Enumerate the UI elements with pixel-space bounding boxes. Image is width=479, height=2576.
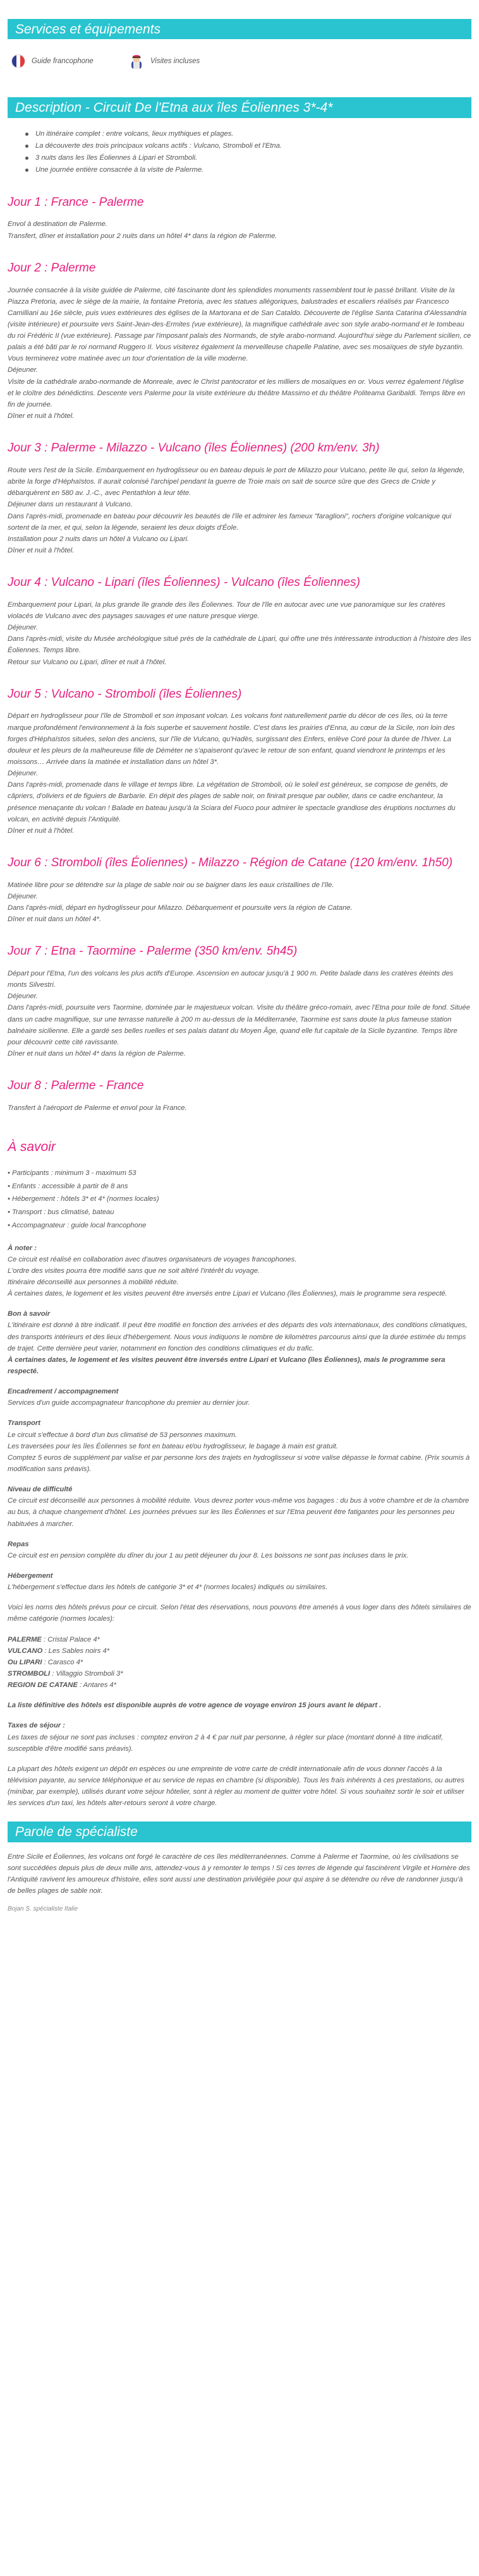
- hotels-list: [8, 1634, 471, 1691]
- hotel-city: Ou LIPARI: [8, 1658, 42, 1666]
- note-title: À noter :: [8, 1244, 37, 1252]
- hotel-name: : Les Sables noirs 4*: [44, 1647, 110, 1655]
- hotel-city: VULCANO: [8, 1647, 43, 1655]
- taxes-text: Les taxes de séjour ne sont pas incluses : comptez environ 2 à 4 € par nuit par personne, à régler sur place (montant donné à titre indicatif, susceptible d'être modifié sans préavis).: [8, 1733, 444, 1753]
- service-label: Visites incluses: [150, 57, 200, 65]
- savoir-title: À savoir: [8, 1140, 56, 1155]
- day-text: Transfert à l'aéroport de Palerme et envol pour la France.: [8, 1104, 187, 1112]
- description-banner: Description - Circuit De l'Etna aux îles Éoliennes 3*-4*: [8, 97, 471, 117]
- highlights-list: [33, 128, 471, 176]
- bon-a-savoir-title: Bon à savoir: [8, 1310, 51, 1318]
- encadrement-title: Encadrement / accompagnement: [8, 1388, 119, 1396]
- difficulte-text: Ce circuit est déconseillé aux personnes à mobilité réduite. Vous devrez porter vous-même vos bagages : du bus à votre chambre et de la chambre au bus, à chaque changement d'hôtel. Les journées prévues sur les îles Éoliennes et sur l'Etna peuvent être fatigantes pour les personnes peu habituées à marcher.: [8, 1497, 470, 1528]
- transport-text: Le circuit s'effectue à bord d'un bus climatisé de 53 personnes maximum. Les traversées pour les îles Éoliennes se font en bateau et/ou hydroglisseur, le bagage à main est gratuit. Comptez 5 euros de supplément par valise et par personne lors des trajets en hydroglisseur si votre valise dépasse le format cabine. (Prix soumis à modification sans préavis).: [8, 1431, 470, 1474]
- difficulte-title: Niveau de difficulté: [8, 1486, 73, 1494]
- hotel-name: : Villaggio Stromboli 3*: [52, 1670, 123, 1678]
- transport-title: Transport: [8, 1419, 41, 1428]
- service-visites-incluses: [129, 53, 200, 69]
- list-item: Un itinéraire complet : entre volcans, lieux mythiques et plages.: [33, 128, 471, 140]
- note-text: Ce circuit est réalisé en collaboration avec d'autres organisateurs de voyages francophones. L'ordre des visites pourra être modifié sans que ne soit altéré l'intérêt du voyage. Itinéraire déconseillé aux personnes à mobilité réduite. À certaines dates, le logement et les visites peuvent être inversés entre Lipari et Vulcano (îles Éoliennes), mais le programme sera respecté.: [8, 1255, 447, 1298]
- guide-person-icon: [129, 53, 144, 69]
- list-item: • Hébergement : hôtels 3* et 4* (normes locales): [8, 1195, 159, 1203]
- list-item: La découverte des trois principaux volcans actifs : Vulcano, Stromboli et l'Etna.: [33, 140, 471, 152]
- service-label: Guide francophone: [32, 57, 94, 65]
- hotel-row: [8, 1679, 471, 1691]
- list-item: • Participants : minimum 3 - maximum 53: [8, 1169, 136, 1178]
- day-text: Journée consacrée à la visite guidée de Palerme, cité fascinante dont les splendides monuments rassemblent tout le passé brillant. Visite de la Piazza Pretoria, avec le siège de la mairie, la fontaine Pretoria, avec les statues allégoriques, balustrades et escaliers réalisés par Francesco Camilliani au 16e siècle, puis vues extérieures des églises de la Martorana et de San Cataldo. Découverte de l'église Santa Catarina d'Alessandria (visite intérieure) et poursuite vers Saint-Jean-des-Ermites (vue extérieure), la magnifique cathédrale avec son style arabo-normand et le tombeau du roi Frédéric II (vue extérieure). Passage par l'imposant palais des Normands, de style arabo-normand. Aujourd'hui siège du Parlement sicilien, ce palais a été bâti par le roi normand Ruggero II. Vous visiterez également la merveilleuse chapelle Palatine, avec ses mosaïques de style byzantin. Vous terminerez votre matinée avec un tour d'orientation de la ville moderne. Déjeuner. Visite de la cathédrale arabo-normande de Monreale, avec le Christ pantocrator et les milliers de mosaïques en or. Vous verrez également l'église et le cloître des bénédictins. Descente vers Palerme pour la visite extérieure du théâtre Massimo et du théâtre Politeama Garibaldi. Temps libre en fin de journée. Dîner et nuit à l'hôtel.: [8, 286, 471, 420]
- hotel-name: : Antares 4*: [79, 1681, 116, 1690]
- hotel-row: [8, 1668, 471, 1679]
- page: [0, 19, 479, 1927]
- specialiste-banner: Parole de spécialiste: [8, 1822, 471, 1842]
- hebergement-text: L'hébergement s'effectue dans les hôtels de catégorie 3* et 4* (normes locales) indiqués ou similaires.: [8, 1583, 328, 1592]
- list-item: • Transport : bus climatisé, bateau: [8, 1208, 114, 1217]
- hotel-row: [8, 1645, 471, 1657]
- day-title: Jour 4 : Vulcano - Lipari (îles Éoliennes) - Vulcano (îles Éoliennes): [8, 576, 360, 590]
- facts-list: [8, 1167, 471, 1232]
- bon-a-savoir-text: L'itinéraire est donné à titre indicatif. Il peut être modifié en fonction des arrivées et des départs des vols internationaux, des conditions climatiques, des transports intérieurs et des lieux d'hébergement. Nous vous indiquons le nombre de kilomètres parcourus ainsi que la durée estimée du temps de trajet. Cette dernière peut varier, notamment en fonction des conditions climatiques et du trafic.: [8, 1321, 468, 1352]
- day-title: Jour 3 : Palerme - Milazzo - Vulcano (îles Éoliennes) (200 km/env. 3h): [8, 441, 380, 455]
- day-title: Jour 8 : Palerme - France: [8, 1079, 144, 1093]
- day-title: Jour 1 : France - Palerme: [8, 195, 144, 209]
- service-guide-francophone: [11, 54, 94, 68]
- day-title: Jour 7 : Etna - Taormine - Palerme (350 km/env. 5h45): [8, 945, 298, 958]
- services-row: [8, 53, 471, 69]
- hebergement-title: Hébergement: [8, 1572, 53, 1580]
- hotel-city: PALERME: [8, 1635, 42, 1643]
- hotel-name: : Cristal Palace 4*: [43, 1635, 100, 1643]
- day-text: Embarquement pour Lipari, la plus grande île grande des îles Éoliennes. Tour de l'île en autocar avec une vue panoramique sur les cratères violacés de Vulcano avec des paysages sauvages et une nature presque vierge. Déjeuner. Dans l'après-midi, visite du Musée archéologique situé près de la cathédrale de Lipari, qui offre une très intéressante introduction à l'histoire des îles Éoliennes. Temps libre. Retour sur Vulcano ou Lipari, dîner et nuit à l'hôtel.: [8, 600, 471, 666]
- specialiste-signature: Bojan S. spécialiste Italie: [8, 1905, 78, 1913]
- hotels-info-text: La plupart des hôtels exigent un dépôt en espèces ou une empreinte de votre carte de crédit internationale afin de vous donner l'accès à la télévision payante, au service téléphonique et au service de repas en chambre (si disponible). Tous les frais inhérents à ces prestations, ou autres (minibar, par exemple), utilisés durant votre séjour hôtelier, sont à régler au moment de quitter votre hôtel. Si vous souhaitez sortir le soir et utiliser les services d'un taxi, les hôtels alter-retours seront à votre charge.: [8, 1765, 464, 1808]
- day-text: Matinée libre pour se détendre sur la plage de sable noir ou se baigner dans les eaux cristallines de l'île. Déjeuner. Dans l'après-midi, départ en hydroglisseur pour Milazzo. Débarquement et poursuite vers la région de Catane. Dîner et nuit dans un hôtel 4*.: [8, 881, 353, 924]
- hotel-row: [8, 1634, 471, 1645]
- day-text: Départ en hydroglisseur pour l'île de Stromboli et son imposant volcan. Les volcans font naturellement partie du décor de ces îles, où la terre marque profondément l'environnement à la fois superbe et sauvement hostile. C'est dans les prairies d'Enna, au cœur de la Sicile, non loin des forges d'Héphaïstos situées, selon des anciens, sur l'île de Vulcano, qu'Hadès, surgissant des Enfers, enlève Coré pour la durée de l'hiver. La douleur et les pleurs de la malheureuse fille de Déméter ne s'apaiseront qu'avec le retour de son enfant, quand viendront le printemps et les moissons… Arrivée dans la matinée et installation dans un hôtel 3*. Déjeuner. Dans l'après-midi, promenade dans le village et temps libre. La végétation de Stromboli, où le soleil est généreux, se compose de genêts, de câpriers, d'oliviers et de figuiers de Barbarie. En dépit des plages de sable noir, on finirait presque par oublier, dans ce cadre enchanteur, la présence menaçante du volcan ! Balade en bateau jusqu'à la Sciara del Fuoco pour admirer le spectacle grandiose des éruptions nocturnes du volcan, en activité depuis l'Antiquité. Dîner et nuit à l'hôtel.: [8, 712, 456, 835]
- taxes-title: Taxes de séjour :: [8, 1722, 65, 1730]
- day-title: Jour 6 : Stromboli (îles Éoliennes) - Milazzo - Région de Catane (120 km/env. 1h50): [8, 856, 453, 869]
- day-title: Jour 5 : Vulcano - Stromboli (îles Éoliennes): [8, 687, 242, 701]
- day-text: Route vers l'est de la Sicile. Embarquement en hydroglisseur ou en bateau depuis le port de Milazzo pour Vulcano, petite île qui, selon la légende, abrite la forge d'Héphaïstos. Il aurait colonisé l'archipel pendant la guerre de Troie mais on sait de source sûre que des Grecs de Cnide y débarquèrent en 580 av. J.-C., avec Pentathlon à leur tête. Déjeuner dans un restaurant à Vulcano. Dans l'après-midi, promenade en bateau pour découvrir les beautés de l'île et admirer les fameux "faraglioni", rochers d'origine volcanique qui sortent de la mer, et qui, selon la légende, seraient les deux doigts d'Éole. Installation pour 2 nuits dans un hôtel à Vulcano ou Lipari. Dîner et nuit à l'hôtel.: [8, 466, 465, 554]
- list-item: 3 nuits dans les îles Éoliennes à Lipari et Stromboli.: [33, 152, 471, 164]
- bon-a-savoir-bold: À certaines dates, le logement et les visites peuvent être inversés entre Lipari et Vulcano (îles Éoliennes), mais le programme sera respecté.: [8, 1356, 446, 1376]
- hotel-row: [8, 1657, 471, 1668]
- list-item: • Enfants : accessible à partir de 8 ans: [8, 1182, 128, 1190]
- list-item: • Accompagnateur : guide local francophone: [8, 1221, 147, 1229]
- day-text: Envol à destination de Palerme. Transfert, dîner et installation pour 2 nuits dans un hôtel 4* dans la région de Palerme.: [8, 220, 277, 240]
- french-flag-icon: [11, 54, 25, 68]
- hotel-city: STROMBOLI: [8, 1670, 51, 1678]
- hotel-name: : Carasco 4*: [44, 1658, 83, 1666]
- day-text: Départ pour l'Etna, l'un des volcans les plus actifs d'Europe. Ascension en autocar jusqu'à 1 900 m. Petite balade dans les cratères éteints des monts Silvestri. Déjeuner. Dans l'après-midi, poursuite vers Taormine, dominée par le majestueux volcan. Visite du théâtre gréco-romain, avec l'Etna pour toile de fond. Située dans un cadre magnifique, sur une terrasse naturelle à 200 m au-dessus de la Méditerranée, Taormine est sans doute la plus fameuse station balnéaire sicilienne. Elle a gardé ses belles ruelles et ses palais datant du Moyen Âge, quand elle fut capitale de la Sicile byzantine. Temps libre pour découvrir cette cité ravissante. Dîner et nuit dans un hôtel 4* dans la région de Palerme.: [8, 970, 470, 1058]
- repas-text: Ce circuit est en pension complète du dîner du jour 1 au petit déjeuner du jour 8. Les boissons ne sont pas incluses dans le prix.: [8, 1551, 409, 1559]
- hotel-city: REGION DE CATANE: [8, 1681, 78, 1690]
- specialiste-text: Entre Sicile et Éoliennes, les volcans ont forgé le caractère de ces îles méditerranéennes. Comme à Palerme et Taormine, où les civilisations se sont succédées depuis plus de deux mille ans, attendez-vous à y remonter le temps ! Si ces terres de légende qui fascinèrent Virgile et Homère des l'Antiquité ravivent les amoureux d'histoire, elles sont aussi une destination privilégiée pour qui aspire à se détendre ou rêve de randonner jusqu'à de belles plages de sable noir.: [8, 1852, 470, 1895]
- list-item: Une journée entière consacrée à la visite de Palerme.: [33, 164, 471, 176]
- services-banner: Services et équipements: [8, 19, 471, 39]
- hotels-definitive-note: La liste définitive des hôtels est disponible auprès de votre agence de voyage environ 15 jours avant le départ .: [8, 1702, 382, 1710]
- encadrement-text: Services d'un guide accompagnateur francophone du premier au dernier jour.: [8, 1399, 250, 1407]
- day-title: Jour 2 : Palerme: [8, 261, 96, 275]
- hotels-intro: Voici les noms des hôtels prévus pour ce circuit. Selon l'état des réservations, nous pouvons être amenés à vous loger dans des hôtels similaires de même catégorie (normes locales):: [8, 1604, 471, 1623]
- repas-title: Repas: [8, 1540, 29, 1548]
